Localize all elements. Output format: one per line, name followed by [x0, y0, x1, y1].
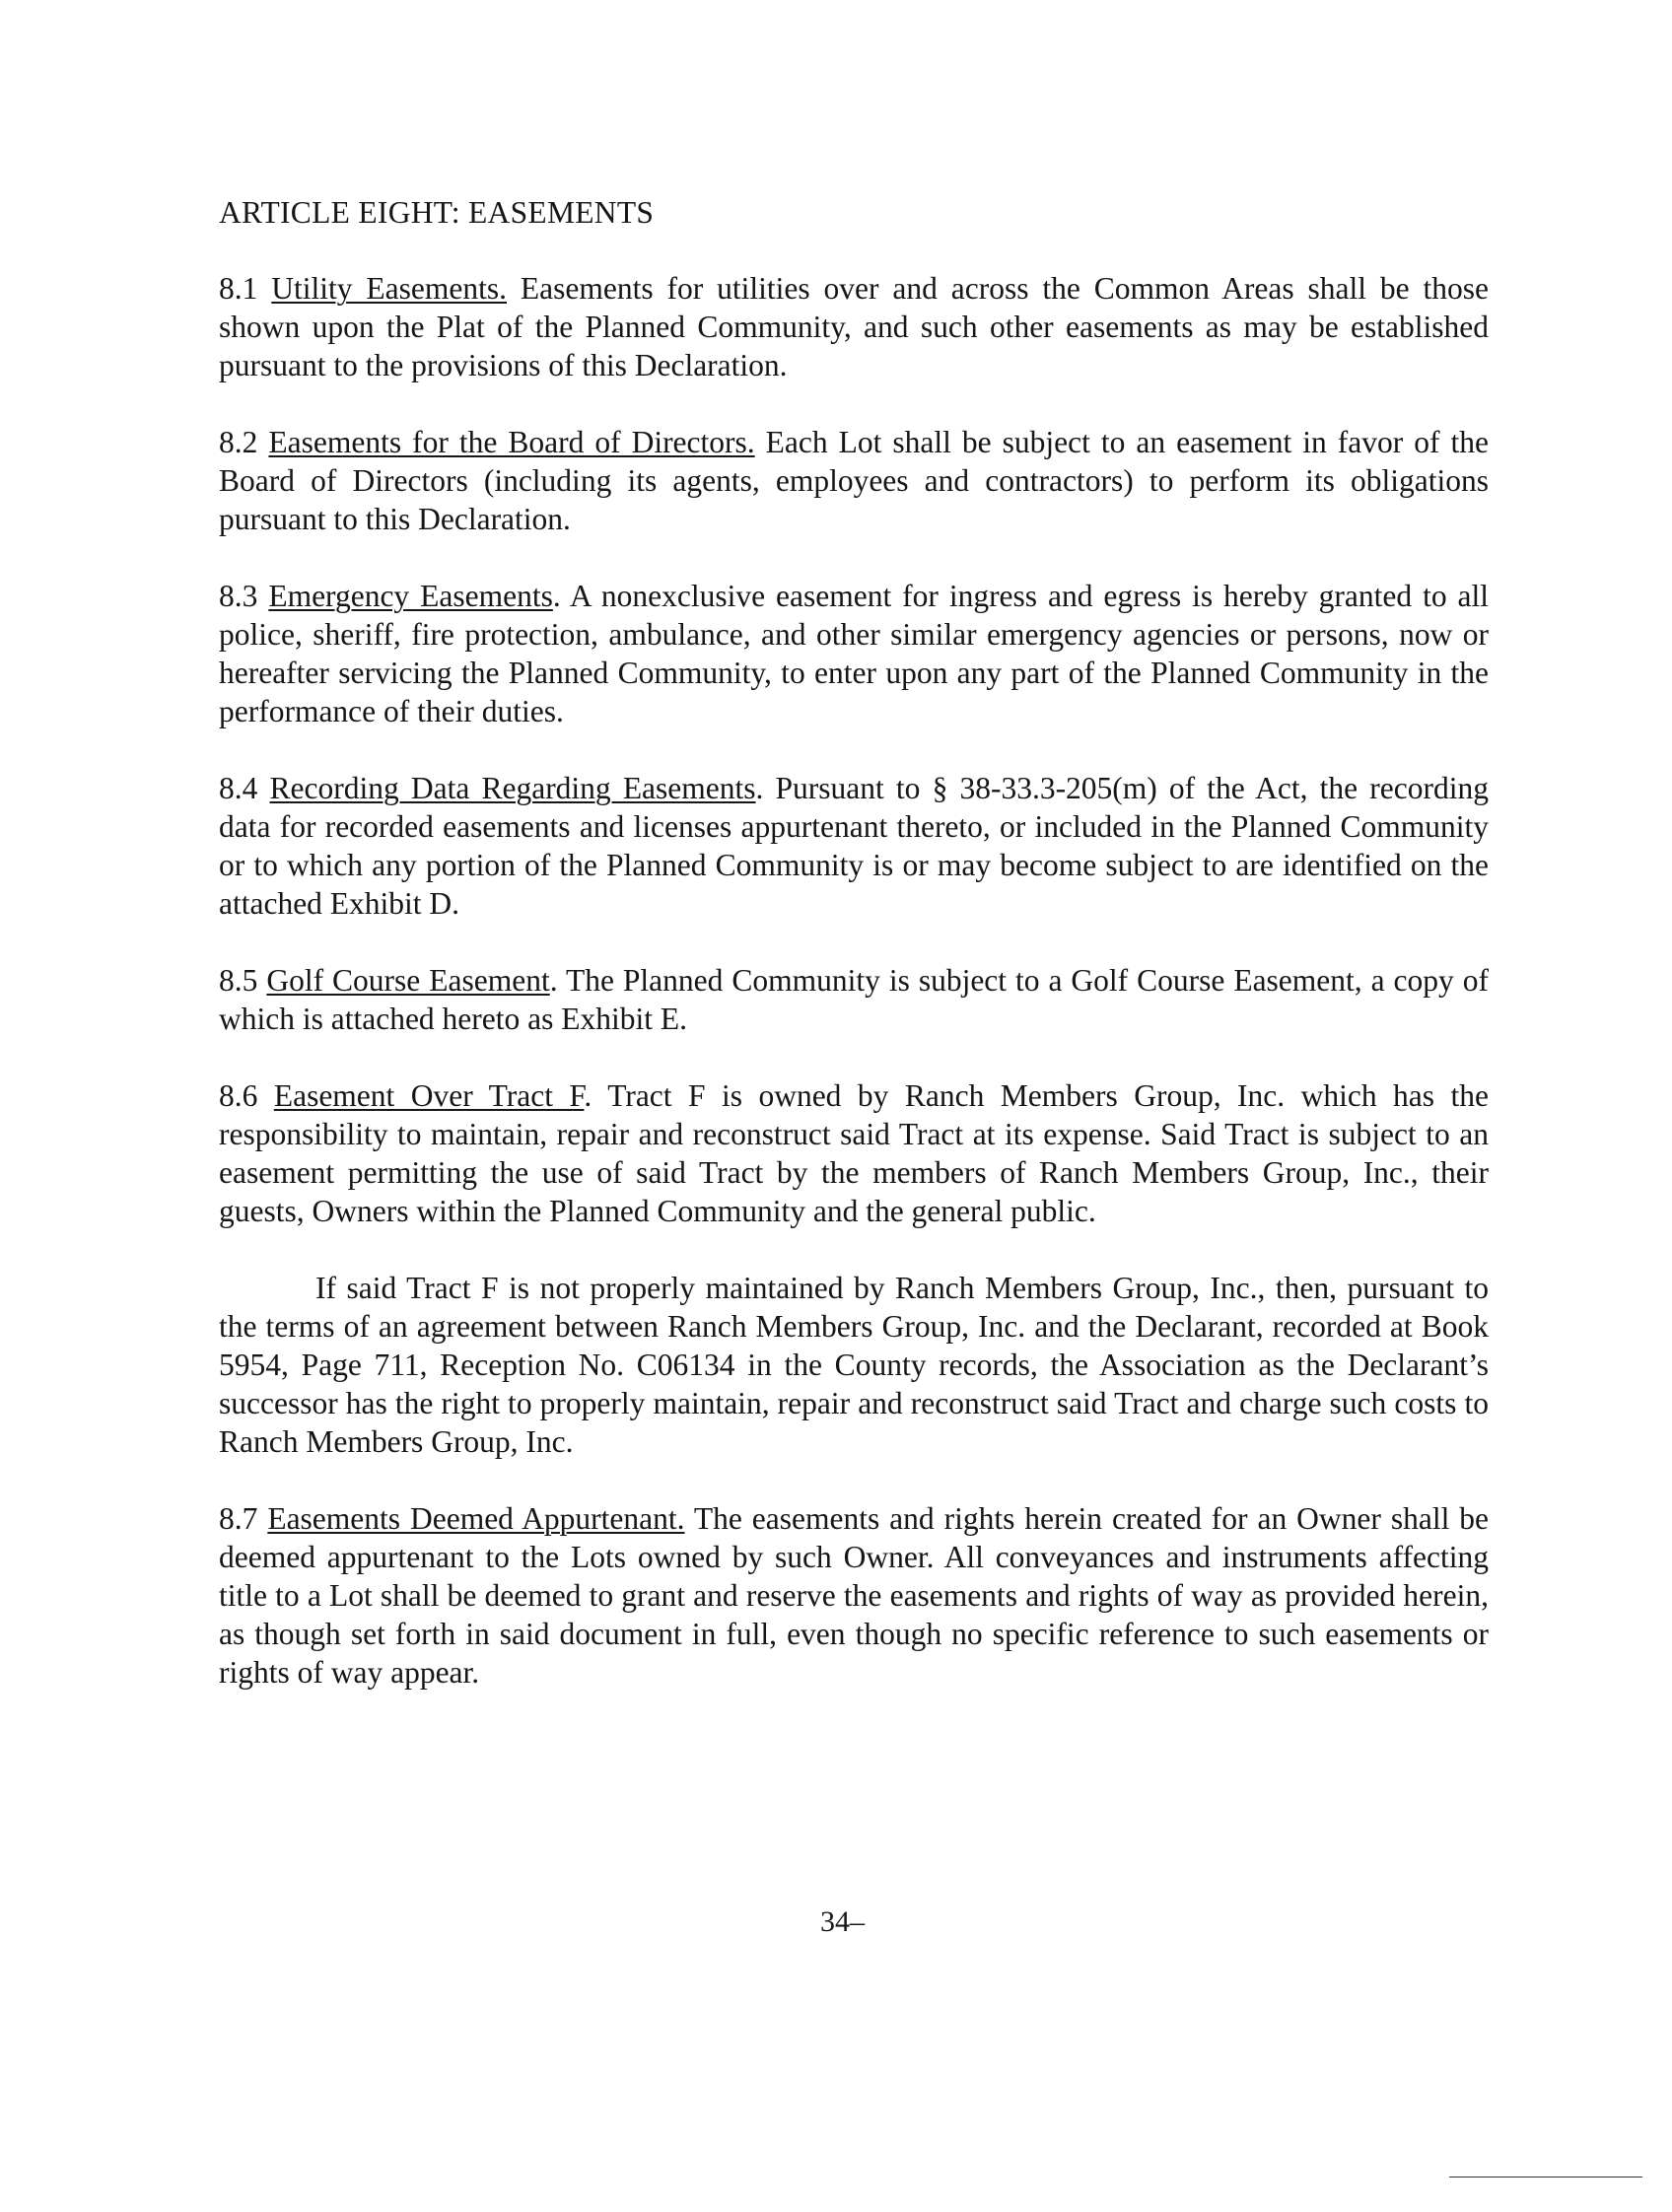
section-8-1 [219, 269, 1489, 384]
page-number-value: 34 [820, 1905, 850, 1938]
section-body: The easements and rights herein created for an Owner shall be deemed appurtenant to the Lots owned by such Owner. All conveyances and instruments affecting title to a Lot shall be deemed to grant and reserve the easements and rights of way as provided herein, as though set forth in said document in full, even though no specific reference to such easements or rights of way appear. [219, 1501, 1489, 1690]
section-title: Utility Easements. [271, 271, 508, 306]
section-8-5 [219, 961, 1489, 1038]
section-8-3 [219, 577, 1489, 730]
section-number: 8.4 [219, 771, 258, 805]
tract-f-paragraph: If said Tract F is not properly maintained by Ranch Members Group, Inc., then, pursuant to the terms of an agreement between Ranch Members Group, Inc. and the Declarant, recorded at Book 5954, Page 711, Reception No. C06134 in the County records, the Association as the Declarant’s successor has the right to properly maintain, repair and reconstruct said Tract and charge such costs to Ranch Members Group, Inc. [219, 1271, 1489, 1459]
section-body: . The Planned Community is subject to a Golf Course Easement, a copy of which is attached hereto as Exhibit E. [219, 963, 1489, 1036]
section-body: . A nonexclusive easement for ingress and egress is hereby granted to all police, sheriff, fire protection, ambulance, and other similar emergency agencies or persons, now or hereafter servicing the Planned Community, to enter upon any part of the Planned Community in the performance of their duties. [219, 579, 1489, 728]
section-8-2 [219, 423, 1489, 538]
section-number: 8.3 [219, 579, 258, 613]
section-8-6 [219, 1076, 1489, 1230]
section-body: Easements for utilities over and across the Common Areas shall be those shown upon the Plat of the Planned Community, and such other easements as may be established pursuant to the provisions of this Declaration. [219, 271, 1490, 382]
section-number: 8.1 [219, 271, 258, 306]
section-title: Recording Data Regarding Easements [269, 771, 756, 805]
section-number: 8.5 [219, 963, 258, 998]
section-number: 8.2 [219, 425, 258, 459]
section-body: . Pursuant to § 38-33.3-205(m) of the Act, the recording data for recorded easements and licenses appurtenant thereto, or included in the Planned Community or to which any portion of the Planned Community is or may become subject to are identified on the attached Exhibit D. [219, 771, 1489, 921]
section-8-7 [219, 1499, 1489, 1692]
section-title: Easements Deemed Appurtenant. [267, 1501, 685, 1536]
section-title: Easement Over Tract F [273, 1078, 585, 1113]
section-number: 8.7 [219, 1501, 258, 1536]
section-title: Easements for the Board of Directors. [268, 425, 755, 459]
section-body: Each Lot shall be subject to an easement in favor of the Board of Directors (including its agents, employees and contractors) to perform its obligations pursuant to this Declaration. [219, 425, 1490, 536]
page-number: 34– [820, 1905, 865, 1938]
section-title: Emergency Easements [268, 579, 553, 613]
section-body: . Tract F is owned by Ranch Members Group, Inc. which has the responsibility to maintain, repair and reconstruct said Tract at its expense. Said Tract is subject to an easement permitting the use of said Tract by the members of Ranch Members Group, Inc., their guests, Owners within the Planned Community and the general public. [219, 1078, 1489, 1228]
section-number: 8.6 [219, 1078, 258, 1113]
section-8-4 [219, 769, 1489, 923]
section-title: Golf Course Easement [266, 963, 550, 998]
article-heading: ARTICLE EIGHT: EASEMENTS [219, 195, 655, 230]
document-body [219, 193, 1489, 1730]
